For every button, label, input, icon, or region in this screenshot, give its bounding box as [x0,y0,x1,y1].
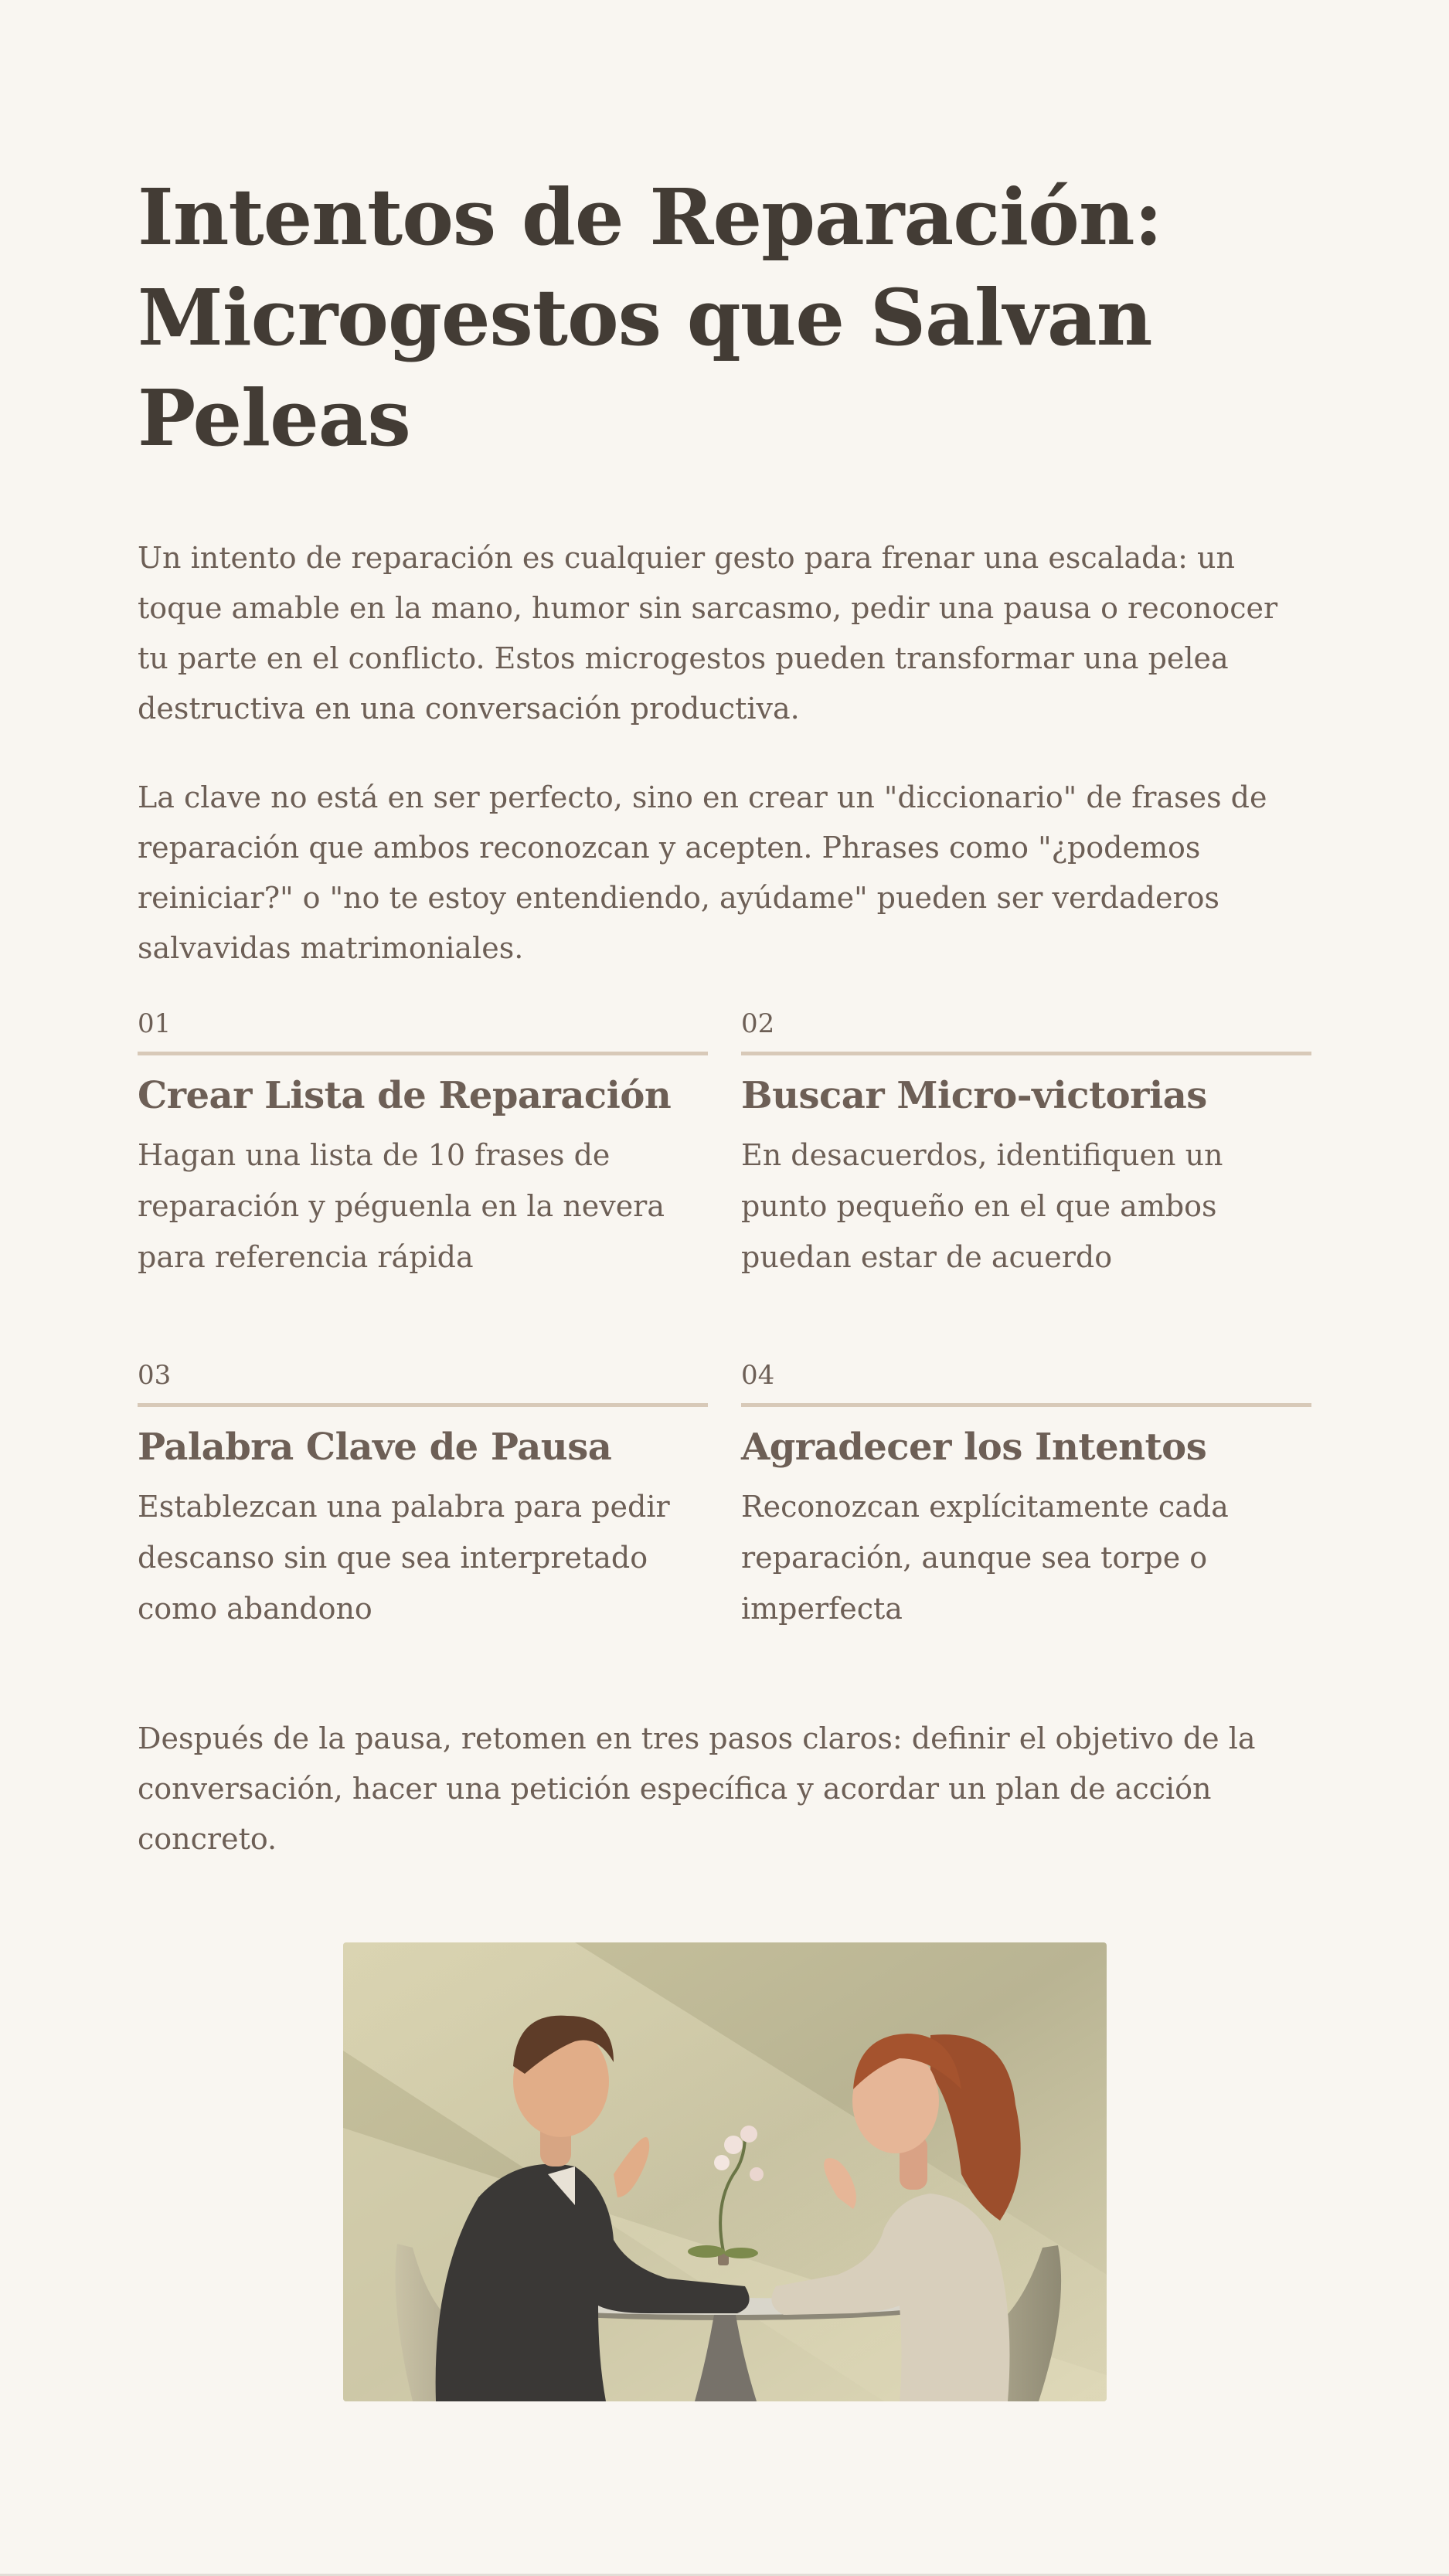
couple-at-table-image [343,1942,1107,2401]
step-description: En desacuerdos, identifiquen un punto pequeño en el que ambos puedan estar de acuerdo [741,1138,1223,1274]
step-card [741,1360,1311,1634]
intro-paragraph: La clave no está en ser perfecto, sino en crear un "diccionario" de frases de reparación que ambos reconozcan y acepten. Phrases como "¿podemos reiniciar?" o "no te estoy entendiendo, ayúdame" pueden ser verdaderos salvavidas matrimoniales. [138,780,1267,965]
step-number: 02 [741,1008,775,1039]
couple-illustration [343,1942,1107,2401]
step-divider [741,1403,1311,1407]
step-description: Reconozcan explícitamente cada reparación, aunque sea torpe o imperfecta [741,1490,1229,1626]
step-description: Establezcan una palabra para pedir descanso sin que sea interpretado como abandono [138,1490,670,1626]
step-number: 01 [138,1008,172,1039]
step-divider [138,1052,708,1055]
page-title: Intentos de Reparación: Microgestos que Salvan Peleas [138,172,1162,464]
step-number: 03 [138,1360,172,1391]
step-title: Palabra Clave de Pausa [138,1426,612,1469]
intro-paragraph: Un intento de reparación es cualquier gesto para frenar una escalada: un toque amable en la mano, humor sin sarcasmo, pedir una pausa o reconocer tu parte en el conflicto. Estos microgestos pueden transformar una pelea destructiva en una conversación productiva. [138,541,1278,726]
step-title: Buscar Micro-victorias [741,1074,1207,1117]
step-divider [138,1403,708,1407]
step-title: Agradecer los Intentos [741,1426,1207,1469]
step-description: Hagan una lista de 10 frases de reparación y péguenla en la nevera para referencia rápida [138,1138,665,1274]
step-card [138,1360,708,1634]
step-number: 04 [741,1360,775,1391]
outro-paragraph: Después de la pausa, retomen en tres pasos claros: definir el objetivo de la conversación, hacer una petición específica y acordar un plan de acción concreto. [138,1721,1256,1856]
step-divider [741,1052,1311,1055]
step-card [138,1008,708,1283]
step-card [741,1008,1311,1283]
step-title: Crear Lista de Reparación [138,1074,672,1117]
